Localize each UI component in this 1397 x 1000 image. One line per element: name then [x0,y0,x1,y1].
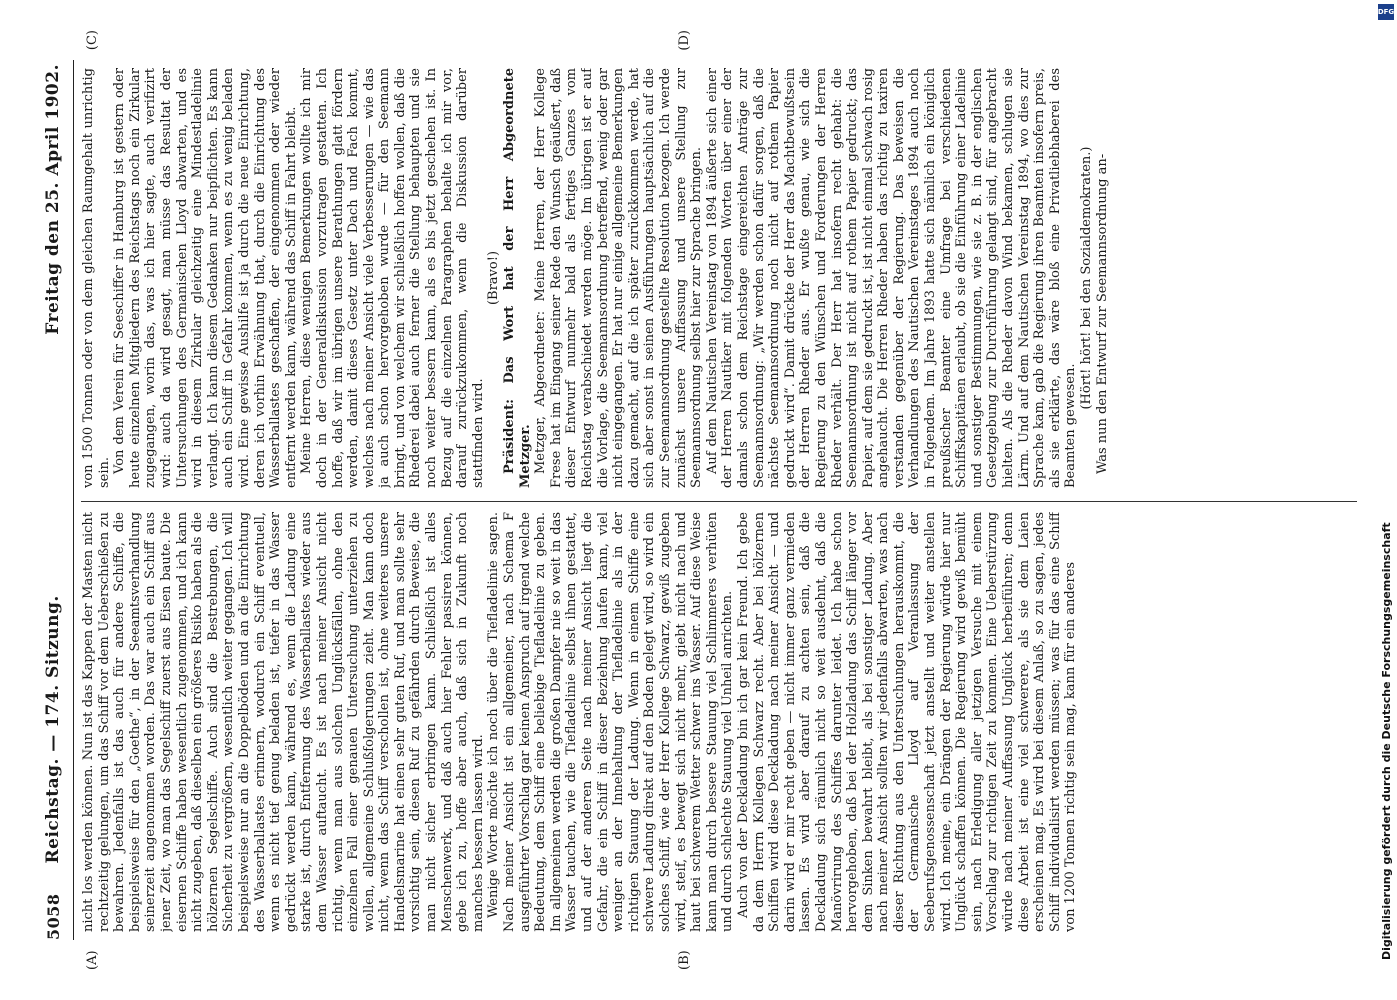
page-date: Freitag den 25. April 1902. [43,64,63,335]
page-title: Reichstag. — 174. Sitzung. [43,595,63,864]
right-column [81,68,1357,488]
paragraph: Meine Herren, diese wenigen Bemerkungen wollte ich mir doch in der Generaldiskussion vorzutragen gestatten. Ich hoffe, daß wir im übrigen unsere Berathungen glatt fördern werden, damit dieses Gesetz unter Dach und Fach kommt, welches nach meiner Ansicht viele Verbesserungen — wie das ja auch schon hervorgehoben wurde — für den Seemann bringt, und von welchem wir schließlich hoffen wollen, daß die Rhederei dabei auch ferner die Stellung behaupten und sie noch weiter bessern kann, als es bis jetzt geschehen ist. In Bezug auf die einzelnen Paragraphen behalte ich mir vor, darauf zurückzukommen, wenn die Diskussion darüber stattfinden wird. [299,68,486,488]
margin-marker-b: (B) [677,950,692,970]
page-header [33,60,74,940]
paragraph: von 1500 Tonnen oder von dem gleichen Raumgehalt unrichtig sein. [81,68,112,488]
margin-marker-d: (D) [677,30,692,51]
margin-marker-a: (A) [85,950,100,970]
column-divider [81,501,1357,502]
left-column [81,512,1357,932]
margin-marker-c: (C) [85,30,100,51]
interjection: (Hört! hört! bei den Sozialdemokraten.) [1079,146,1094,410]
paragraph: Was nun den Entwurf zur Seemannsordnung an- [1094,153,1110,474]
paragraph: Metzger, Abgeordneter: Meine Herren, der Herr Kollege Frese hat im Eingang seiner Rede den Wunsch geäußert, daß dieser Entwurf nunmehr bald als fertiges Ganzes vom Reichstag verabschiedet werden möge. Im übrigen ist er auf die Vorlage, die Seemannsordnung betreffend, wenig oder gar nicht eingegangen. Er hat nur einige allgemeine Bemerkungen dazu gemacht, auf die ich später zurückkommen werde, hat sich aber sonst in seinen Ausführungen hauptsächlich auf die zur Seemannsordnung gestellte Resolution bezogen. Ich werde zunächst unsere Auffassung und unsere Stellung zur Seemannsordnung selbst hier zur Sprache bringen. [533,68,705,488]
paragraph: Auf dem Nautischen Vereinstag von 1894 äußerte sich einer der Herren Nautiker mit folgenden Worten über einer der damals schon dem Reichstage eingereichten Anträge zur Seemannsordnung: „Wir werden schon dafür sorgen, daß die nächste Seemannsordnung noch nicht auf rothem Papier gedruckt wird“. Damit drückte der Herr das Machtbewußtsein der Herren Rheder aus. Er wußte genau, wie sich die Regierung zu den Wünschen und Forderungen der Herren Rheder verhält. Der Herr hat insofern recht gehabt: die Seemannsordnung ist nicht auf rothem Papier gedruckt; das Papier, auf dem sie gedruckt ist, ist nicht einmal schwach rosig angehaucht. Die Herren Rheder haben das richtig zu taxiren verstanden gegenüber der Regierung. Das beweisen die Verhandlungen des Nautischen Vereinstages 1894 auch noch in Folgendem. Im Jahre 1893 hatte sich nämlich ein königlich preußischer Beamter eine Umfrage bei verschiedenen Schiffskapitänen erlaubt, ob sie die Einführung einer Ladelinie und sonstiger Bestimmungen, wie sie z. B. in der englischen Gesetzgebung zur Durchführung gelangt sind, für angebracht hielten. Als die Rheder davon Wind bekamen, schlugen sie Lärm. Und auf dem Nautischen Vereinstag 1894, wo dies zur Sprache kam, gab die Regierung ihren Beamten insofern preis, als sie erklärte, das wäre bloß eine Privatliebhaberei des Beamten gewesen. [704,68,1079,488]
digitization-note: Digitalisierung gefördert durch die Deutsche Forschungsgemeinschaft [1380,522,1393,960]
speaker-paragraph [502,68,533,488]
paragraph: Wenige Worte möchte ich noch über die Tiefladelinie sagen. Nach meiner Ansicht ist ein allgemeiner, nach Schema F ausgeführter Vorschlag gar keinen Anspruch auf irgend welche Bedeutung, dem Schiff eine beliebige Tiefladelinie zu geben. Im allgemeinen werden die großen Dampfer nie so weit in das Wasser tauchen, wie die Tiefladelinie selbst ihnen gestattet, und auf der anderen Seite nach meiner Ansicht liegt die Gefahr, die ein Schiff in dieser Beziehung laufen kann, viel weniger an der Innehaltung der Tiefladelinie als in der richtigen Stauung der Ladung. Wenn in einem Schiffe eine schwere Ladung direkt auf den Boden gelegt wird, so wird ein solches Schiff, wie der Herr Kollege Schwarz, gewiß zugeben wird, steif, es bewegt sich nicht mehr, giebt nicht nach und haut bei schwerem Wetter schwer ins Wasser. Auf diese Weise kann man durch bessere Stauung viel Schlimmeres verhüten und durch schlechte Stauung viel Unheil anrichten. [486,512,736,932]
newspaper-page [33,30,1363,970]
speaker-line: Präsident: Das Wort hat der Herr Abgeordnete Metzger. [502,68,533,488]
paragraph: nicht los werden können. Nun ist das Kappen der Masten nicht rechtzeitig gelungen, um das Schiff vor dem Ueberschießen zu bewahren. Jedenfalls ist das auch für andere Schiffe, die beispielsweise für den „Goethe“, in der Seeamtsverhandlung seinerzeit angenommen worden. Das war auch ein Schiff aus jener Zeit, wo man das Segelschiff zuerst aus Eisen baute. Die eisernen Schiffe haben wesentlich zugenommen, und ich kann nicht zugeben, daß dieselben ein größeres Risiko haben als die hölzernen Segelschiffe. Auch sind die Bestrebungen, die Sicherheit zu vergrößern, wesentlich weiter gegangen. Ich will beispielsweise nur an die Doppelböden und an die Einrichtung des Wasserballastes erinnern, wodurch ein Schiff eventuell, wenn es nicht tief genug beladen ist, tiefer in das Wasser gedrückt werden kann, während es, wenn die Ladung eine starke ist, durch Entfernung des Wasserballastes wieder aus dem Wasser auftaucht. Es ist nach meiner Ansicht nicht richtig, wenn man aus solchen Unglücksfällen, ohne den einzelnen Fall einer genauen Untersuchung unterziehen zu wollen, allgemeine Schlußfolgerungen zieht. Man kann doch nicht, wenn das Schiff verschollen ist, ohne weiteres unsere Handelsmarine hat einen sehr guten Ruf, und man sollte sehr vorsichtig sein, diesen Ruf zu gefährden durch Beweise, die man nicht sicher erbringen kann. Schließlich ist alles Menschenwerk, und daß auch hier Fehler passiren können, gebe ich zu, hoffe aber auch, daß sich in Zukunft noch manches bessern lassen wird. [81,512,486,932]
page-number: 5058 [43,893,63,940]
dfg-logo-icon: DFG [1378,4,1394,20]
interjection: (Bravo!) [486,250,502,306]
paragraph: Auch von der Deckladung bin ich gar kein Freund. Ich gebe da dem Herrn Kollegen Schwarz recht. Aber bei hölzernen Schiffen wird diese Deckladung nach meiner Ansicht — und darin wird er mir recht geben — nicht immer ganz vermieden lassen. Es wird aber darauf zu achten sein, daß die Deckladung sich räumlich nicht so weit ausdehnt, daß die Manövrirung des Schiffes darunter leidet. Ich habe schon hervorgehoben, daß bei der Holzladung das Schiff länger vor dem Sinken bewahrt bleibt, als bei sonstiger Ladung. Aber nach meiner Ansicht sollten wir jedenfalls abwarten, was nach dieser Richtung aus den Untersuchungen herauskommt, die der Germanische Lloyd auf Veranlassung der Seeberufsgenossenschaft jetzt anstellt und weiter anstellen wird. Ich meine, ein Drängen der Regierung würde hier nur Unglück schaffen können. Die Regierung wird gewiß bemüht sein, nach Erledigung aller jetzigen Versuche mit einem Vorschlag zur richtigen Zeit zu kommen. Eine Ueberstürzung würde nach meiner Auffassung Unglück herbeiführen; denn diese Arbeit ist eine viel schwerere, als sie dem Laien erscheinen mag. Es wird bei diesem Anlaß, so zu sagen, jedes Schiff individualisirt werden müssen; was für das eine Schiff von 1200 Tonnen richtig sein mag, kann für ein anderes [735,512,1079,932]
paragraph: Von dem Verein für Seeschiffer in Hamburg ist gestern oder heute einzelnen Mitgliedern des Reichstags noch ein Zirkular zugegangen, worin das, was ich hier sagte, auch verifizirt wird: auch da wird gesagt, man müsse das Resultat der Untersuchungen des Germanischen Lloyd abwarten, und es wird in diesem Zirkular gleichzeitig eine Mindestladelinie verlangt. Ich kann diesem Gedanken nur beipflichten. Es kann auch ein Schiff in Gefahr kommen, wenn es zu wenig beladen wird. Eine gewisse Aushilfe ist ja durch die neue Einrichtung, deren ich vorhin Erwähnung that, durch die Einrichtung des Wasserballastes geschaffen, der eingenommen oder wieder entfernt werden kann, während das Schiff in Fahrt bleibt. [112,68,299,488]
